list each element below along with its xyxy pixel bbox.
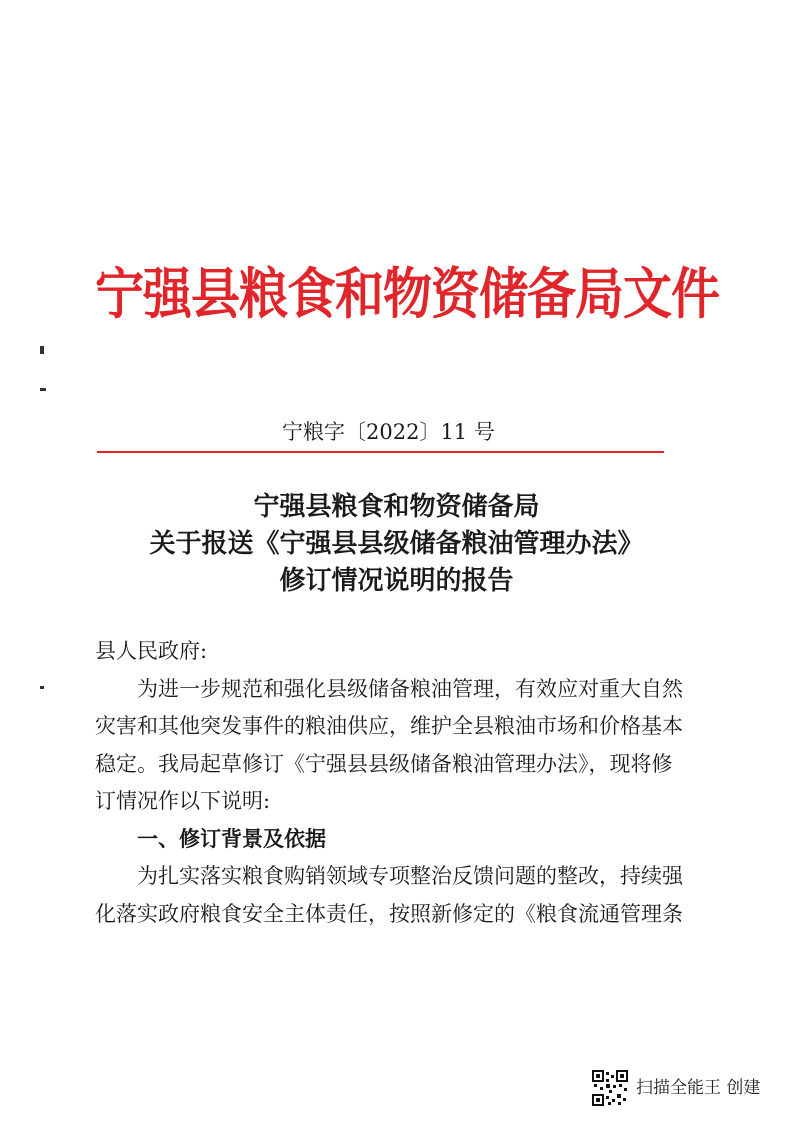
paragraph-line: 稳定。我局起草修订《宁强县县级储备粮油管理办法》，现将修 <box>95 751 673 776</box>
qr-code-icon <box>592 1070 628 1106</box>
salutation: 县人民政府: <box>95 639 208 663</box>
paragraph-line: 为进一步规范和强化县级储备粮油管理，有效应对重大自然 <box>137 676 683 701</box>
scan-artifact <box>40 346 44 354</box>
report-title-line: 关于报送《宁强县县级储备粮油管理办法》 <box>149 529 644 559</box>
section-heading: 一、修订背景及依据 <box>137 826 326 851</box>
document-number: 宁粮字〔2022〕11 号 <box>282 420 495 444</box>
paragraph-line: 灾害和其他突发事件的粮油供应，维护全县粮油市场和价格基本 <box>95 714 683 738</box>
scan-artifact <box>40 686 44 689</box>
document-body <box>95 633 693 933</box>
scan-artifact <box>40 388 46 391</box>
report-title <box>100 489 693 600</box>
paragraph-line: 化落实政府粮食安全主体责任，按照新修定的《粮食流通管理条 <box>95 901 683 926</box>
watermark-text: 扫描全能王 创建 <box>636 1078 761 1098</box>
report-title-line: 修订情况说明的报告 <box>279 566 514 596</box>
paragraph-line: 为扎实落实粮食购销领域专项整治反馈问题的整改，持续强 <box>137 864 683 888</box>
paragraph-line: 订情况作以下说明: <box>95 789 271 813</box>
document-header-title: 宁强县粮食和物资储备局文件 <box>95 261 720 327</box>
report-title-line: 宁强县粮食和物资储备局 <box>253 492 540 522</box>
header-divider <box>97 451 664 453</box>
scanner-watermark <box>592 1068 760 1108</box>
